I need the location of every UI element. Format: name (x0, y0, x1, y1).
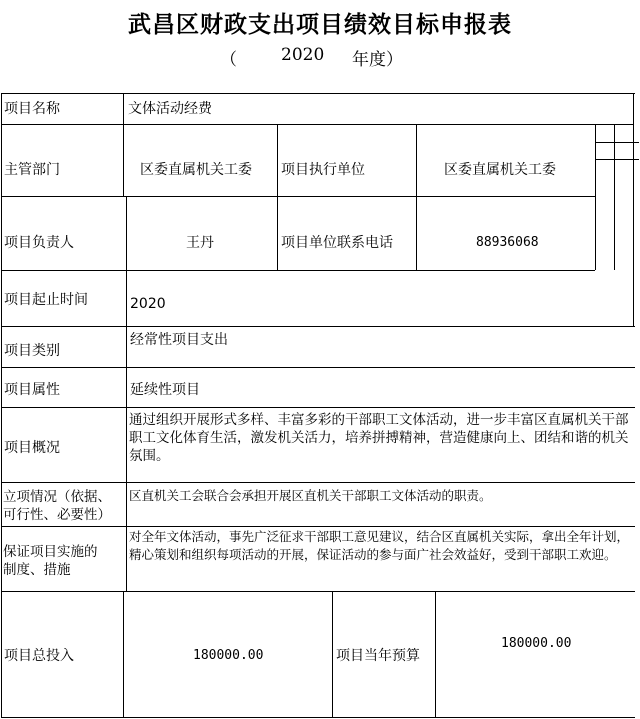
stub-divider (614, 124, 615, 270)
col-divider (435, 591, 436, 718)
table-frame (1, 93, 635, 718)
subtitle-year: 2020 (281, 45, 325, 65)
row-divider (1, 326, 635, 327)
category-value: 经常性项目支出 (130, 332, 228, 348)
measures-value: 对全年文体活动，事先广泛征求干部职工意见建议，结合区直属机关实际，拿出全年计划，精心策划和组织每项活动的开展，保证活动的参与面广社会效益好，受到干部职工欢迎。 (129, 529, 630, 562)
project-name-value: 文体活动经费 (128, 101, 212, 117)
phone-value: 88936068 (476, 235, 539, 250)
page-title: 武昌区财政支出项目绩效目标申报表 (128, 11, 512, 38)
col-divider (123, 93, 124, 196)
investment-label: 项目总投入 (4, 648, 74, 664)
row-divider (1, 196, 595, 197)
subtitle-paren-open: （ (220, 50, 237, 70)
col-divider (123, 591, 124, 718)
row-divider (1, 407, 635, 408)
department-label: 主管部门 (4, 162, 60, 178)
period-label: 项目起止时间 (4, 292, 88, 308)
col-divider (332, 591, 333, 718)
stub-divider (633, 93, 634, 326)
col-divider (126, 196, 127, 591)
attribute-label: 项目属性 (4, 382, 60, 398)
row-divider (1, 482, 635, 483)
basis-label-line2: 可行性、必要性） (3, 507, 111, 523)
project-name-label: 项目名称 (4, 101, 60, 117)
period-value: 2020 (130, 296, 166, 312)
row-divider (1, 526, 635, 527)
overview-label: 项目概况 (4, 440, 60, 456)
row-divider (1, 367, 635, 368)
budget-value: 180000.00 (501, 636, 572, 651)
measures-label-line2: 制度、措施 (3, 562, 71, 578)
row-divider (1, 270, 595, 271)
attribute-value: 延续性项目 (130, 382, 200, 398)
basis-value: 区直机关工会联合会承担开展区直机关干部职工文体活动的职责。 (129, 488, 492, 503)
phone-label: 项目单位联系电话 (281, 235, 393, 251)
row-divider (1, 124, 633, 125)
stub-divider (595, 124, 596, 270)
col-divider (416, 124, 417, 270)
measures-label-line1: 保证项目实施的 (3, 544, 98, 560)
category-label: 项目类别 (4, 343, 60, 359)
executing-unit-label: 项目执行单位 (281, 162, 365, 178)
col-divider (277, 124, 278, 270)
subtitle-year-suffix: 年度） (352, 50, 403, 70)
manager-value: 王丹 (186, 235, 214, 251)
manager-label: 项目负责人 (4, 235, 74, 251)
basis-label-line1: 立项情况（依据、 (3, 489, 111, 505)
investment-value: 180000.00 (193, 648, 264, 663)
executing-unit-value: 区委直属机关工委 (444, 162, 556, 178)
department-value: 区委直属机关工委 (140, 162, 252, 178)
budget-label: 项目当年预算 (336, 648, 420, 664)
overview-value: 通过组织开展形式多样、丰富多彩的干部职工文体活动，进一步丰富区直属机关干部职工文化体育生活，激发机关活力，培养拼搏精神，营造健康向上、团结和谐的机关氛围。 (129, 412, 629, 464)
row-divider (1, 591, 635, 592)
